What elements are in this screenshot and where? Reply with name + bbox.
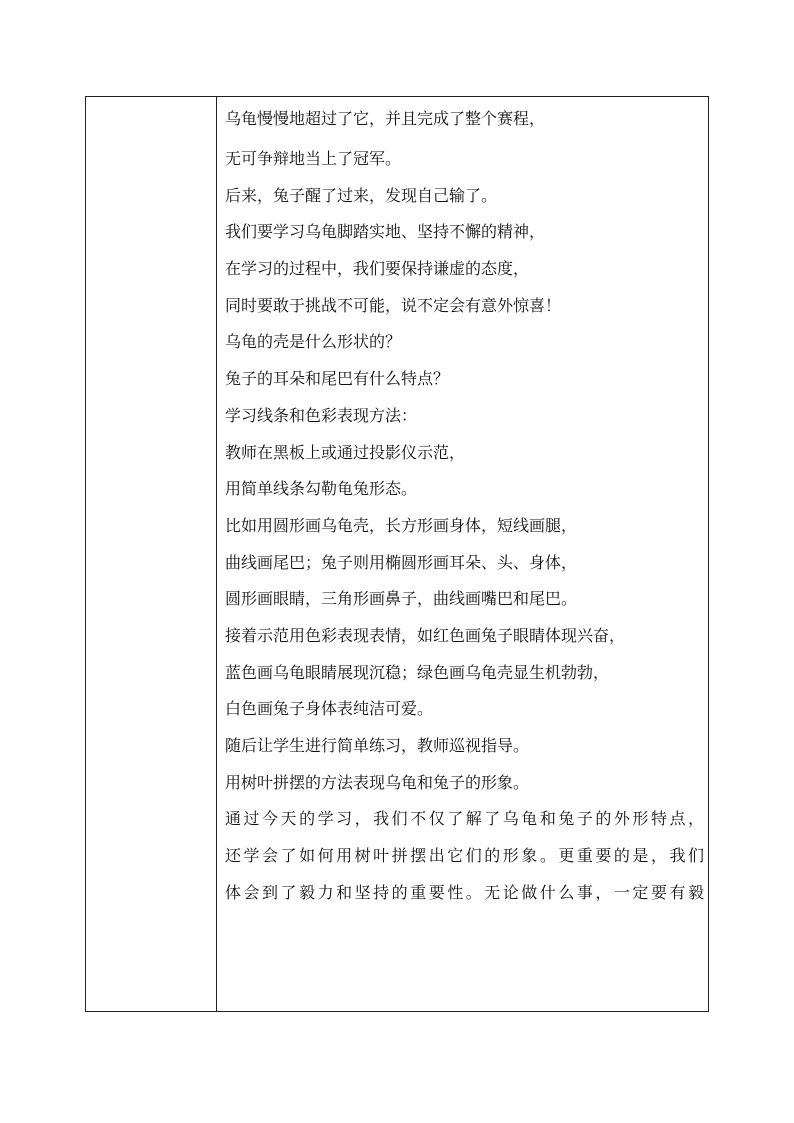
text-line: 我们要学习乌龟脚踏实地、坚持不懈的精神，	[225, 222, 546, 242]
text-line: 体会到了毅力和坚持的重要性。无论做什么事，一定要有毅	[225, 882, 704, 902]
text-line: 乌龟慢慢地超过了它，并且完成了整个赛程，	[225, 109, 546, 128]
text-line: 乌龟的壳是什么形状的？	[225, 332, 402, 352]
text-line: 用树叶拼摆的方法表现乌龟和兔子的形象。	[225, 772, 530, 792]
text-line: 后来，兔子醒了过来，发现自己输了。	[225, 185, 498, 205]
text-line: 兔子的耳朵和尾巴有什么特点？	[225, 369, 450, 389]
text-line: 圆形画眼睛，三角形画鼻子，曲线画嘴巴和尾巴。	[225, 589, 578, 609]
text-line: 白色画兔子身体表纯洁可爱。	[225, 699, 434, 719]
text-line: 随后让学生进行简单练习，教师巡视指导。	[225, 736, 530, 755]
text-line: 曲线画尾巴；兔子则用椭圆形画耳朵、头、身体，	[225, 552, 578, 572]
text-line: 同时要敢于挑战不可能，说不定会有意外惊喜！	[225, 295, 562, 315]
text-line: 用简单线条勾勒龟兔形态。	[225, 479, 418, 499]
text-line: 无可争辩地当上了冠军。	[225, 149, 402, 168]
text-line: 在学习的过程中，我们要保持谦虚的态度，	[225, 259, 530, 279]
lesson-text-lines	[225, 97, 704, 911]
text-line: 蓝色画乌龟眼睛展现沉稳；绿色画乌龟壳显生机勃勃，	[225, 662, 610, 682]
text-line: 还学会了如何用树叶拼摆出它们的形象。更重要的是，我们	[225, 846, 704, 866]
text-line: 通过今天的学习，我们不仅了解了乌龟和兔子的外形特点，	[225, 809, 704, 829]
lesson-table	[85, 96, 709, 1012]
text-line: 学习线条和色彩表现方法：	[225, 405, 418, 425]
text-line: 教师在黑板上或通过投影仪示范，	[225, 442, 466, 462]
text-line: 比如用圆形画乌龟壳，长方形画身体，短线画腿，	[225, 515, 578, 535]
left-column-cell	[86, 97, 217, 1011]
lesson-content-cell	[217, 97, 708, 1011]
text-line: 接着示范用色彩表现表情，如红色画兔子眼睛体现兴奋，	[225, 625, 626, 645]
